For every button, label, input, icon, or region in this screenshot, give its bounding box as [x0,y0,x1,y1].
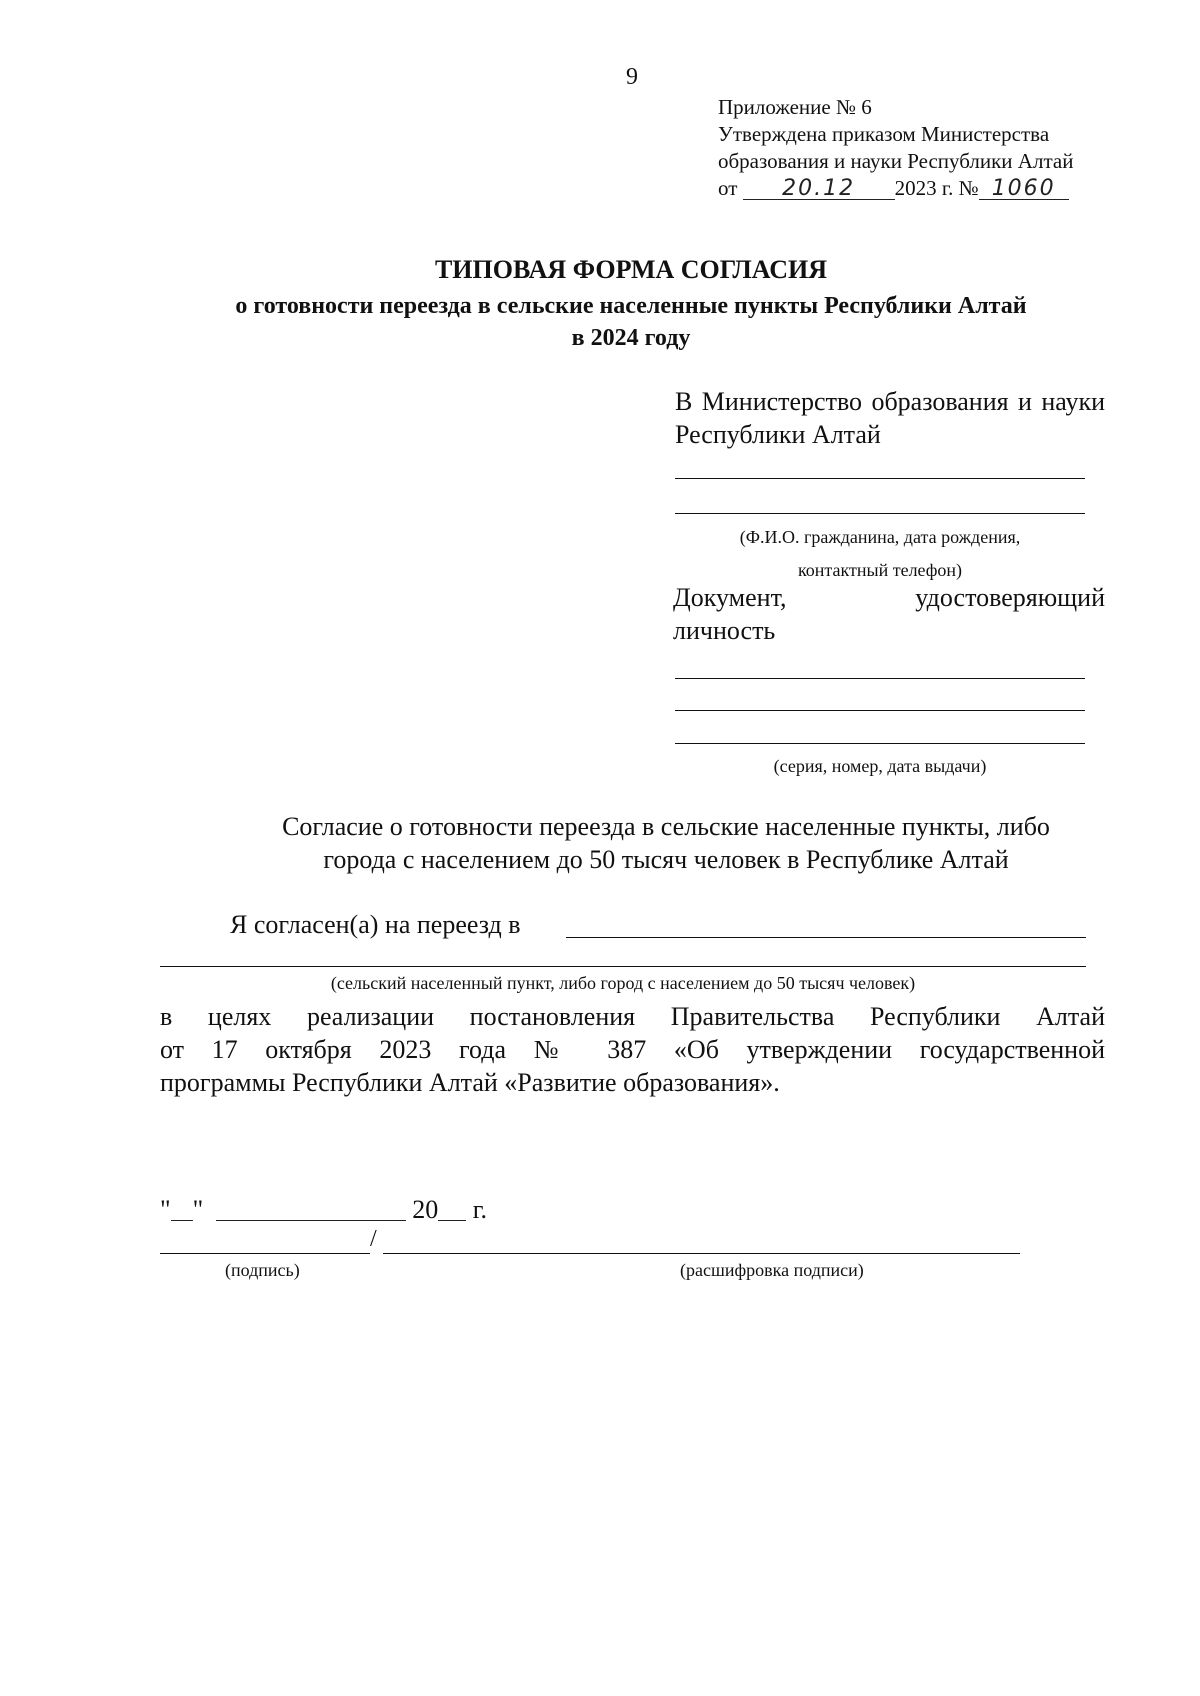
month-field[interactable] [216,1200,406,1221]
document-line-3[interactable] [675,743,1085,744]
body-line-1: в целях реализации постановления Правительства Республики Алтай [160,1002,1105,1031]
order-date-line [718,175,1073,202]
destination-line-2[interactable] [160,966,1086,967]
signing-date [160,1195,487,1225]
consent-heading-line-1: Согласие о готовности переезда в сельские населенные пункты, либо [282,812,1050,841]
year-field[interactable] [438,1200,466,1221]
signature-slash: / [370,1226,377,1252]
year-suffix: г. [472,1195,487,1224]
date-prefix: от [718,176,738,200]
order-date-field [743,178,895,200]
appendix-number: Приложение № 6 [718,95,872,119]
agreement-text: Я согласен(а) на переезд в [230,910,521,939]
signature-caption: (подпись) [225,1260,300,1280]
addressee: В Министерство образования и науки Республики Алтай [675,387,1105,449]
quote-open: " [160,1195,171,1224]
decoding-line[interactable] [383,1253,1020,1254]
approval-block [718,94,1073,202]
applicant-line-2[interactable] [675,513,1085,514]
ministry-line: образования и науки Республики Алтай [718,149,1074,173]
destination-line-1[interactable] [566,937,1086,938]
year-prefix: 20 [412,1195,439,1224]
approval-line: Утверждена приказом Министерства [718,122,1050,146]
consent-heading-line-2: города с населением до 50 тысяч человек в Республике Алтай [323,845,1009,874]
legal-basis-paragraph [160,1000,1105,1099]
page-number: 9 [626,64,638,90]
certifying-word: удостоверяющий [915,583,1105,612]
quote-close: " [192,1195,204,1224]
decoding-caption: (расшифровка подписи) [680,1260,864,1280]
form-year: в 2024 году [571,325,691,351]
body-line-2: от 17 октября 2023 года № 387 «Об утверждении государственной [160,1035,1105,1064]
body-line-3: программы Республики Алтай «Развитие образования». [160,1068,780,1097]
form-title: ТИПОВАЯ ФОРМА СОГЛАСИЯ [434,255,828,284]
applicant-caption-1: (Ф.И.О. гражданина, дата рождения, [739,527,1021,547]
applicant-caption-2: контактный телефон) [797,560,963,580]
destination-caption: (сельский населенный пункт, либо город с населением до 50 тысяч человек) [330,973,916,993]
handwritten-number: 1060 [991,176,1056,201]
consent-heading [236,810,1096,876]
day-field[interactable] [171,1200,193,1221]
signature-line[interactable] [160,1253,370,1254]
identity-word: личность [673,616,776,645]
document-line-2[interactable] [675,710,1085,711]
document-caption: (серия, номер, дата выдачи) [773,756,987,776]
document-line-1[interactable] [675,678,1085,679]
handwritten-date: 20.12 [782,176,856,201]
form-subtitle: о готовности переезда в сельские населенные пункты Республики Алтай [235,293,1027,319]
document-word: Документ, [673,583,787,612]
identity-document-label [673,581,1105,647]
order-number-field [979,178,1069,200]
year-text: 2023 г. № [894,176,979,200]
applicant-line-1[interactable] [675,478,1085,479]
